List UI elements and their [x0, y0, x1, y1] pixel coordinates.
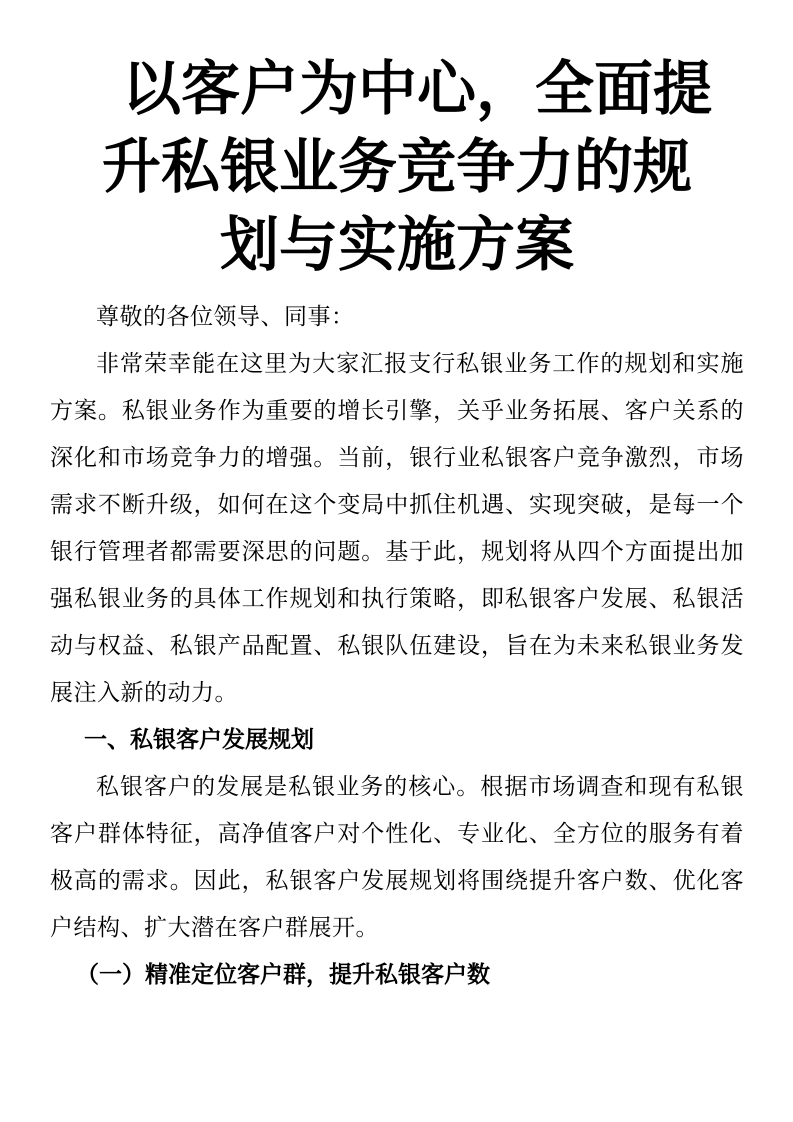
title-line-2: 升私银业务竞争力的规: [101, 132, 692, 201]
title-line-1: 以客户为中心，全面提: [121, 54, 712, 123]
section-1-paragraph: 私银客户的发展是私银业务的核心。根据市场调查和现有私银客户群体特征，高净值客户对个性化、专业化、全方位的服务有着极高的需求。因此，私银客户发展规划将围绕提升客户数、优化客户结构、扩大潜在客户群展开。: [50, 774, 744, 941]
salutation: 尊敬的各位领导、同事：: [96, 304, 355, 330]
section-heading-client-development: 一、私银客户发展规划: [84, 727, 314, 753]
intro-paragraph: 非常荣幸能在这里为大家汇报支行私银业务工作的规划和实施方案。私银业务作为重要的增长引擎，关乎业务拓展、客户关系的深化和市场竞争力的增强。当前，银行业私银客户竞争激烈，市场需求不断升级，如何在这个变局中抓住机遇、实现突破，是每一个银行管理者都需要深思的问题。基于此，规划将从四个方面提出加强私银业务的具体工作规划和执行策略，即私银客户发展、私银活动与权益、私银产品配置、私银队伍建设，旨在为未来私银业务发展注入新的动力。: [50, 351, 744, 706]
title-line-3: 划与实施方案: [219, 210, 574, 279]
subsection-heading-target-clients: （一）精准定位客户群，提升私银客户数: [76, 962, 490, 988]
document-title: [50, 50, 744, 284]
document-page: [50, 50, 744, 999]
